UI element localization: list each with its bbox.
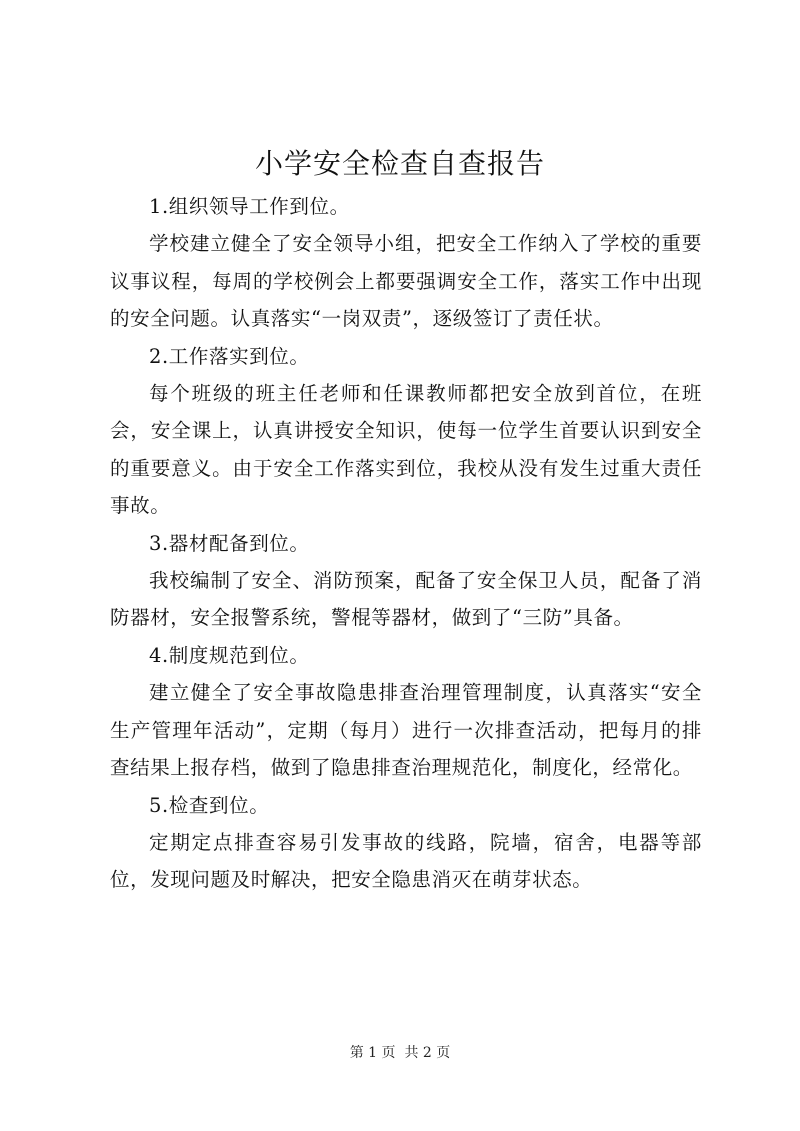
page-number-label: 第 1 页 共 2 页 [349,1045,451,1061]
section-heading-1: 1.组织领导工作到位。 [149,195,350,218]
section-heading-5: 5.检查到位。 [149,793,270,817]
document-body [110,188,702,899]
section-body-2: 每个班级的班主任老师和任课教师都把安全放到首位，在班会，安全课上，认真讲授安全知识，使每一位学生首要认识到安全的重要意义。由于安全工作落实到位，我校从没有发生过重大责任事故。 [110,382,702,518]
section-body-4: 建立健全了安全事故隐患排查治理管理制度，认真落实“安全生产管理年活动”，定期（每月）进行一次排查活动，把每月的排查结果上报存档，做到了隐患排查治理规范化，制度化，经常化。 [110,681,702,780]
section-heading-4: 4.制度规范到位。 [149,643,310,667]
section-heading-3: 3.器材配备到位。 [149,531,310,555]
section-heading-2: 2.工作落实到位。 [149,344,310,368]
page-footer [0,1043,800,1063]
section-body-1: 学校建立健全了安全领导小组，把安全工作纳入了学校的重要议事议程，每周的学校例会上都要强调安全工作，落实工作中出现的安全问题。认真落实“一岗双责”，逐级签订了责任状。 [110,232,702,331]
section-body-5: 定期定点排查容易引发事故的线路，院墙，宿舍，电器等部位，发现问题及时解决，把安全隐患消灭在萌芽状态。 [110,830,702,892]
section-body-3: 我校编制了安全、消防预案，配备了安全保卫人员，配备了消防器材，安全报警系统，警棍等器材，做到了“三防”具备。 [110,569,702,630]
document-title: 小学安全检查自查报告 [254,147,545,180]
